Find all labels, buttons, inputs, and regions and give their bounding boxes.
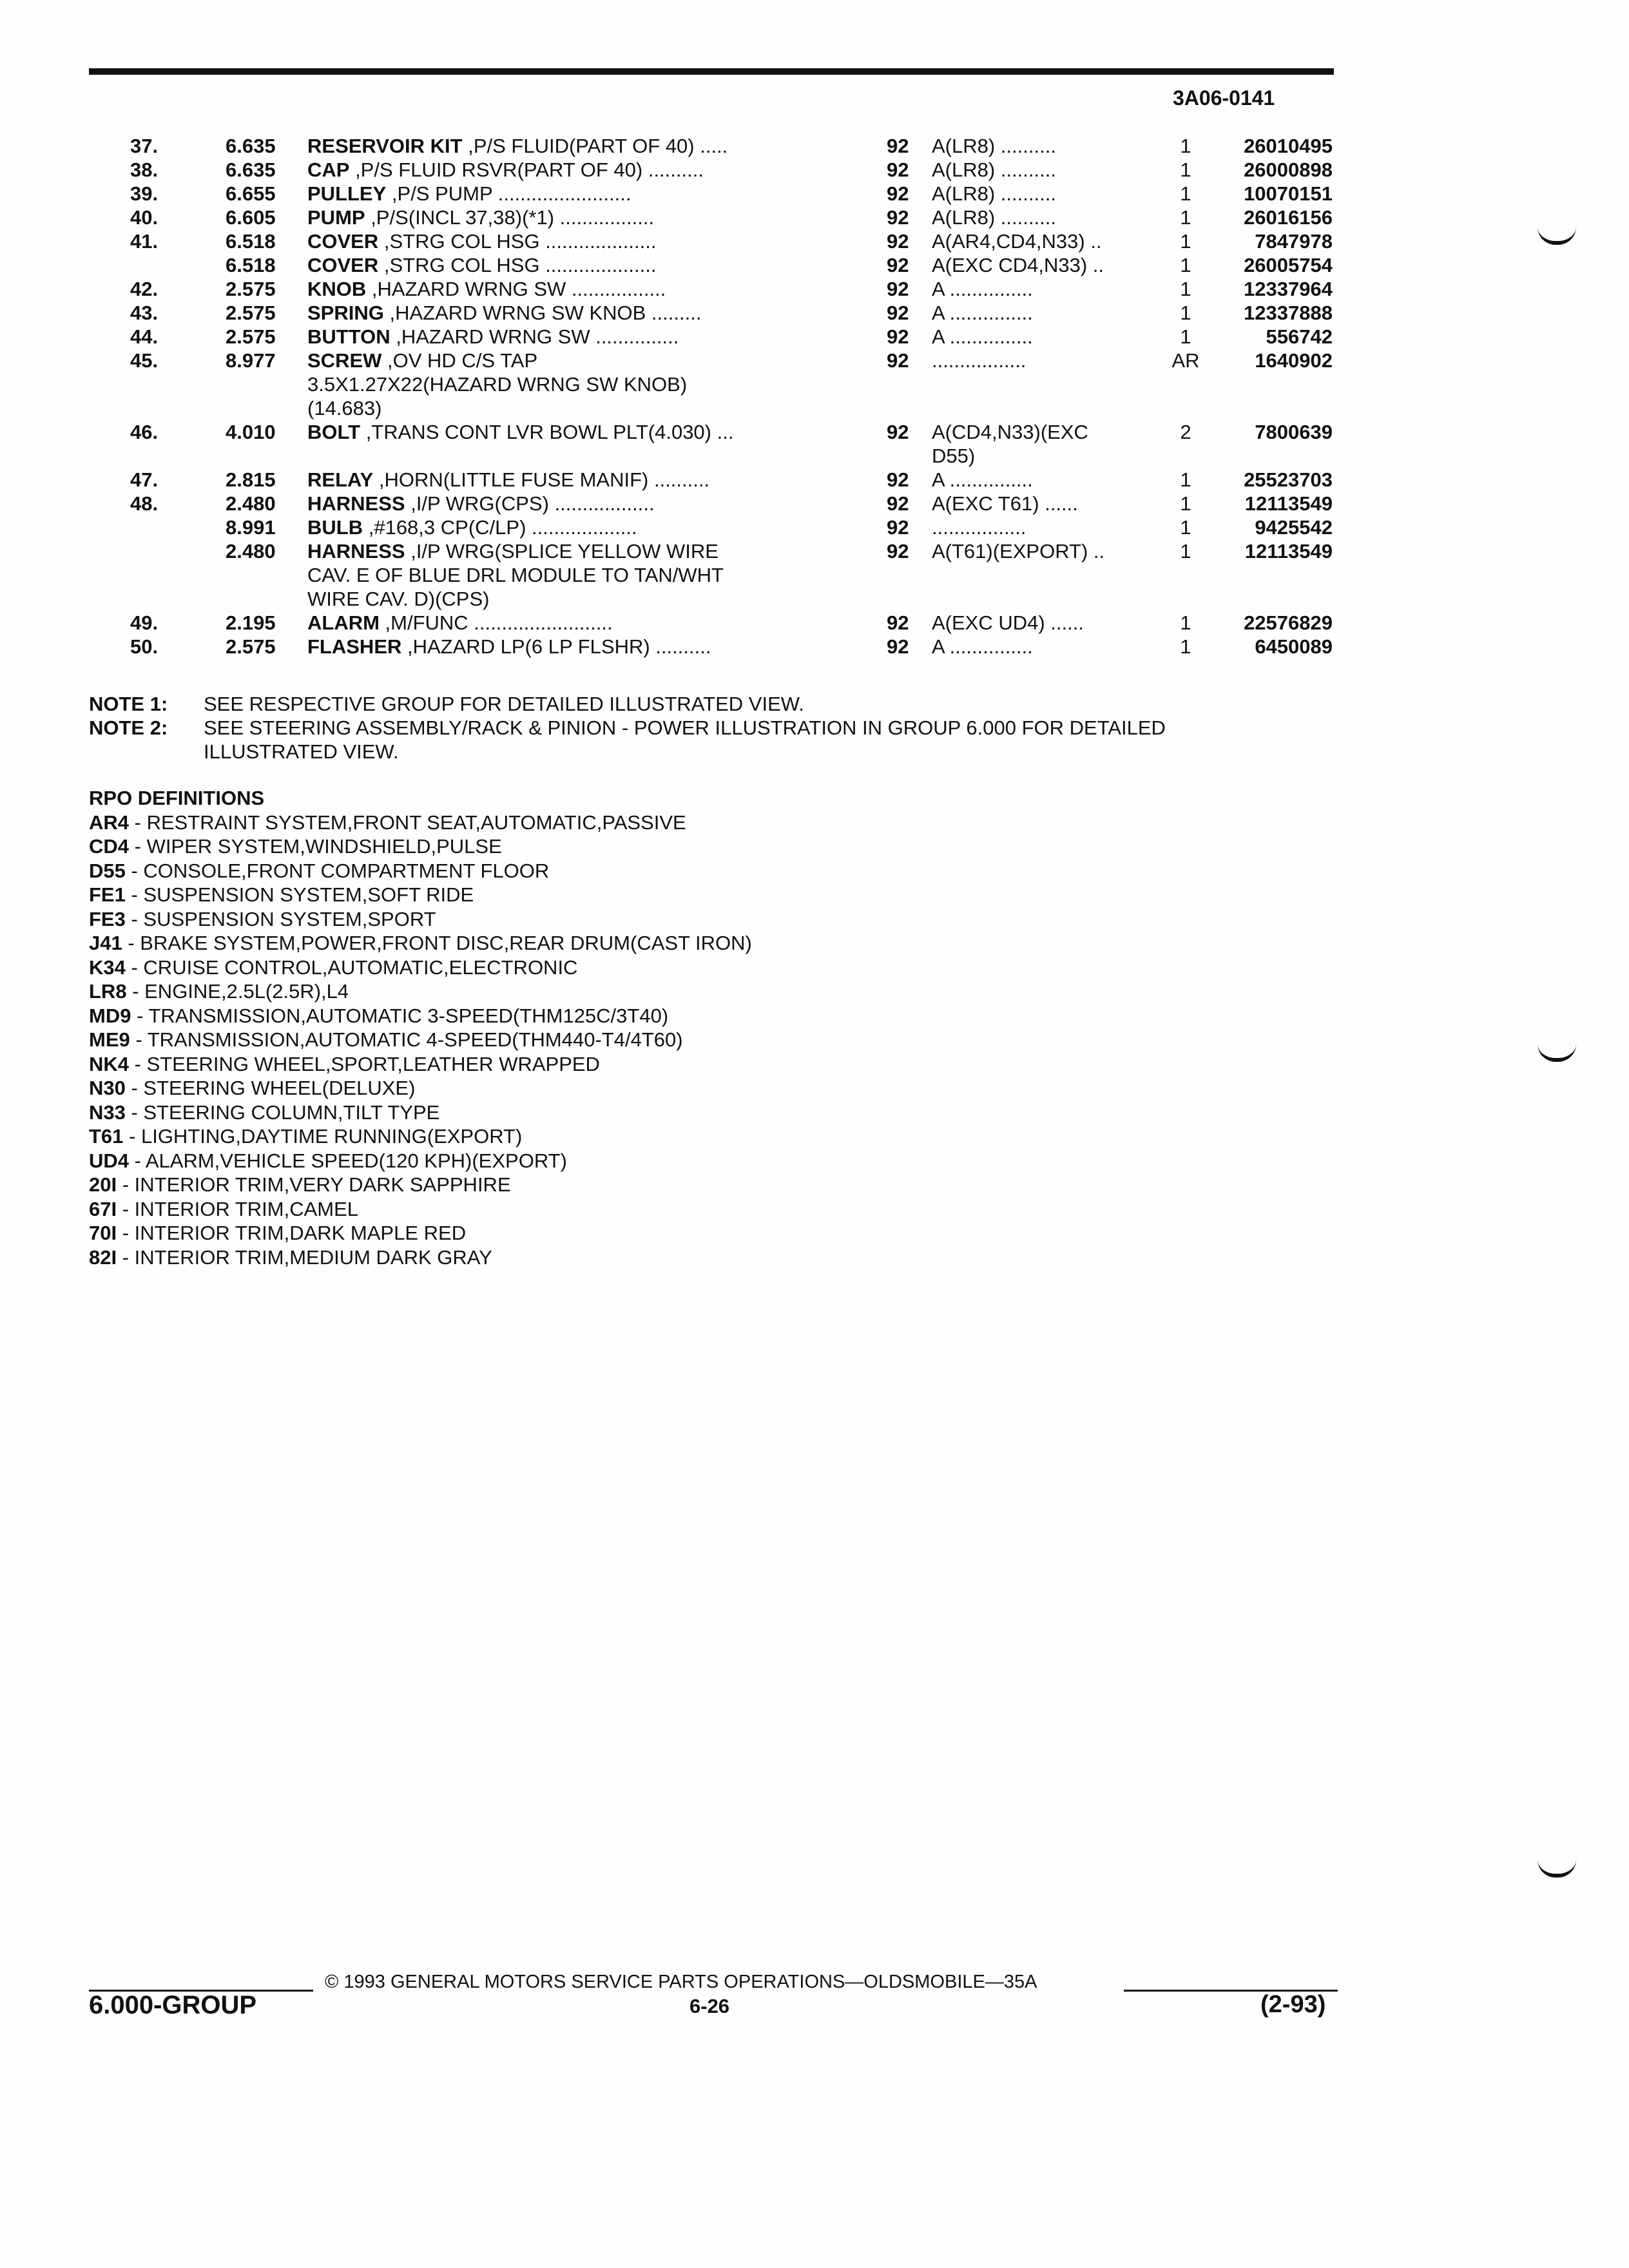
rpo-description: - ALARM,VEHICLE SPEED(120 KPH)(EXPORT)	[129, 1149, 567, 1172]
parts-list	[0, 134, 1629, 658]
note-text: ILLUSTRATED VIEW.	[204, 740, 399, 763]
parts-row	[0, 611, 1629, 635]
part-number: 25523703	[1244, 468, 1333, 491]
part-detail: ,P/S FLUID RSVR(PART OF 40) ..........	[349, 159, 704, 181]
rpo-item	[89, 811, 752, 835]
rpo-description: - INTERIOR TRIM,MEDIUM DARK GRAY	[117, 1245, 492, 1269]
parts-row	[0, 492, 1629, 515]
rpo-description: - TRANSMISSION,AUTOMATIC 4-SPEED(THM440-T4/4T60)	[130, 1028, 683, 1051]
part-detail: ,HAZARD LP(6 LP FLSHR) ..........	[401, 635, 711, 658]
part-description	[307, 349, 836, 372]
part-detail: ,HAZARD WRNG SW KNOB .........	[383, 302, 702, 324]
part-detail: ,STRG COL HSG ....................	[378, 254, 657, 276]
rpo-definitions	[89, 786, 752, 1269]
model-year: 92	[887, 540, 909, 562]
part-number: 12337964	[1244, 278, 1333, 300]
quantity: 1	[1180, 468, 1191, 491]
part-name: CAP	[307, 159, 350, 181]
parts-row	[0, 206, 1629, 229]
rpo-code: NK4	[89, 1052, 130, 1075]
parts-row	[0, 635, 1629, 658]
model-code: A(EXC CD4,N33) ..	[932, 254, 1104, 276]
model-year: 92	[887, 468, 909, 491]
model-year: 92	[887, 278, 909, 300]
rpo-description: - INTERIOR TRIM,VERY DARK SAPPHIRE	[117, 1173, 511, 1196]
part-number: 26005754	[1244, 254, 1333, 276]
quantity: 1	[1180, 516, 1191, 539]
rpo-description: - STEERING WHEEL,SPORT,LEATHER WRAPPED	[129, 1052, 600, 1075]
rpo-item	[89, 1149, 752, 1173]
parts-row	[0, 253, 1629, 277]
rpo-code: LR8	[89, 980, 127, 1003]
group-number: 6.635	[226, 135, 276, 157]
quantity: 1	[1180, 278, 1191, 300]
rpo-description: - INTERIOR TRIM,CAMEL	[117, 1197, 359, 1220]
model-code: A ...............	[932, 325, 1033, 348]
model-code: A ...............	[932, 278, 1033, 300]
rpo-code: N33	[89, 1100, 126, 1124]
rpo-description: - SUSPENSION SYSTEM,SPORT	[125, 907, 436, 930]
document-id: 3A06-0141	[1173, 86, 1275, 110]
part-detail: ,OV HD C/S TAP	[381, 349, 538, 372]
part-description	[307, 587, 836, 611]
rpo-item	[89, 1052, 752, 1077]
group-number: 2.575	[226, 635, 276, 658]
part-name: COVER	[307, 230, 379, 253]
part-number: 22576829	[1244, 611, 1333, 634]
quantity: 1	[1180, 635, 1191, 658]
part-name: SCREW	[307, 349, 382, 372]
part-number: 26010495	[1244, 135, 1333, 157]
part-name: HARNESS	[307, 540, 405, 562]
rpo-description: - SUSPENSION SYSTEM,SOFT RIDE	[125, 883, 474, 906]
rpo-code: FE1	[89, 883, 126, 906]
parts-row	[0, 277, 1629, 301]
binder-punch-mark	[1537, 1044, 1576, 1062]
part-detail: ,M/FUNC .........................	[379, 611, 613, 634]
model-code: A(LR8) ..........	[932, 159, 1056, 181]
footer-group: 6.000-GROUP	[89, 1991, 257, 2019]
parts-row	[0, 396, 1629, 420]
part-name: RESERVOIR KIT	[307, 135, 463, 157]
model-year: 92	[887, 302, 909, 324]
model-year: 92	[887, 492, 909, 515]
part-description	[307, 134, 836, 158]
rpo-description: - CONSOLE,FRONT COMPARTMENT FLOOR	[125, 859, 550, 882]
footer-date: (2-93)	[1260, 1991, 1326, 2018]
parts-row	[0, 325, 1629, 349]
group-number: 6.518	[226, 230, 276, 253]
part-detail: ,#168,3 CP(C/LP) ...................	[363, 516, 637, 539]
footer-copyright: © 1993 GENERAL MOTORS SERVICE PARTS OPERATIONS—OLDSMOBILE—35A	[325, 1972, 1037, 1992]
rpo-item	[89, 1100, 752, 1125]
parts-row	[0, 539, 1629, 563]
model-year: 92	[887, 635, 909, 658]
rpo-code: MD9	[89, 1004, 131, 1027]
rpo-description: - STEERING COLUMN,TILT TYPE	[125, 1100, 440, 1124]
quantity: 1	[1180, 230, 1191, 253]
rpo-code: 70I	[89, 1222, 117, 1244]
quantity: 1	[1180, 159, 1191, 181]
group-number: 6.635	[226, 159, 276, 181]
quantity: 1	[1180, 254, 1191, 276]
part-description	[307, 635, 836, 658]
rpo-item	[89, 956, 752, 980]
group-number: 2.480	[226, 540, 276, 562]
parts-row	[0, 563, 1629, 587]
part-description	[307, 206, 836, 229]
rpo-code: T61	[89, 1125, 124, 1148]
part-name: PUMP	[307, 206, 365, 229]
rpo-code: ME9	[89, 1028, 130, 1051]
model-code: A(LR8) ..........	[932, 206, 1056, 229]
part-detail: ,HAZARD WRNG SW .................	[366, 278, 666, 300]
rpo-code: J41	[89, 932, 122, 954]
part-detail: WIRE CAV. D)(CPS)	[307, 588, 490, 610]
part-number: 7847978	[1255, 230, 1333, 253]
rpo-code: N30	[89, 1077, 126, 1099]
rpo-title: RPO DEFINITIONS	[89, 787, 265, 809]
part-name: ALARM	[307, 611, 380, 634]
rpo-item	[89, 1004, 752, 1028]
group-number: 4.010	[226, 421, 276, 443]
rpo-item	[89, 1173, 752, 1197]
group-number: 6.518	[226, 254, 276, 276]
model-code: A(EXC T61) ......	[932, 492, 1078, 515]
part-name: COVER	[307, 254, 379, 276]
rpo-description: - WIPER SYSTEM,WINDSHIELD,PULSE	[129, 835, 502, 858]
model-code: A(AR4,CD4,N33) ..	[932, 230, 1102, 253]
part-description	[307, 611, 836, 635]
model-code: A(EXC UD4) ......	[932, 611, 1084, 634]
note-label: NOTE 1:	[89, 693, 168, 715]
part-description	[307, 182, 836, 206]
part-number: 12113549	[1244, 540, 1333, 562]
group-number: 2.195	[226, 611, 276, 634]
item-number: 44.	[130, 325, 159, 348]
model-code: A(CD4,N33)(EXC	[932, 421, 1088, 443]
part-detail: ,STRG COL HSG ....................	[378, 230, 657, 253]
model-year: 92	[887, 159, 909, 181]
item-number: 39.	[130, 182, 159, 205]
part-name: BULB	[307, 516, 363, 539]
quantity: 1	[1180, 540, 1191, 562]
rpo-code: 67I	[89, 1197, 117, 1220]
model-code: A ...............	[932, 635, 1033, 658]
parts-row	[0, 444, 1629, 468]
model-code: A ...............	[932, 468, 1033, 491]
parts-row	[0, 301, 1629, 325]
group-number: 2.575	[226, 302, 276, 324]
part-description	[307, 301, 836, 325]
header-rule	[89, 68, 1334, 75]
item-number: 46.	[130, 421, 159, 443]
part-description	[307, 253, 836, 277]
group-number: 8.991	[226, 516, 276, 539]
quantity: 1	[1180, 492, 1191, 515]
part-description	[307, 563, 836, 587]
part-name: HARNESS	[307, 492, 405, 515]
model-year: 92	[887, 135, 909, 157]
rpo-code: 20I	[89, 1173, 117, 1196]
model-year: 92	[887, 516, 909, 539]
rpo-description: - RESTRAINT SYSTEM,FRONT SEAT,AUTOMATIC,PASSIVE	[129, 811, 686, 834]
rpo-description: - STEERING WHEEL(DELUXE)	[125, 1077, 416, 1099]
rpo-item	[89, 907, 752, 932]
rpo-code: D55	[89, 859, 126, 882]
item-number: 50.	[130, 635, 159, 658]
quantity: 1	[1180, 302, 1191, 324]
model-code: D55)	[932, 445, 976, 467]
quantity: 1	[1180, 182, 1191, 205]
rpo-code: CD4	[89, 835, 130, 858]
rpo-item	[89, 1245, 752, 1270]
group-number: 6.655	[226, 182, 276, 205]
part-number: 1640902	[1255, 349, 1333, 372]
item-number: 49.	[130, 611, 159, 634]
group-number: 8.977	[226, 349, 276, 372]
parts-row	[0, 158, 1629, 182]
part-number: 26016156	[1244, 206, 1333, 229]
parts-row	[0, 349, 1629, 372]
rpo-item	[89, 1221, 752, 1245]
group-number: 2.575	[226, 278, 276, 300]
parts-row	[0, 134, 1629, 158]
part-detail: ,P/S PUMP ........................	[386, 182, 631, 205]
part-description	[307, 325, 836, 349]
rpo-item	[89, 979, 752, 1004]
rpo-item	[89, 834, 752, 859]
part-number: 12337888	[1244, 302, 1333, 324]
model-year: 92	[887, 349, 909, 372]
model-code: A(LR8) ..........	[932, 182, 1056, 205]
quantity: 2	[1180, 421, 1191, 443]
rpo-description: - TRANSMISSION,AUTOMATIC 3-SPEED(THM125C/3T40)	[131, 1004, 669, 1027]
quantity: 1	[1180, 325, 1191, 348]
item-number: 41.	[130, 230, 159, 253]
rpo-description: - CRUISE CONTROL,AUTOMATIC,ELECTRONIC	[125, 956, 578, 979]
item-number: 47.	[130, 468, 159, 491]
item-number: 48.	[130, 492, 159, 515]
parts-row	[0, 372, 1629, 396]
model-year: 92	[887, 254, 909, 276]
part-name: BOLT	[307, 421, 361, 443]
note-text: SEE STEERING ASSEMBLY/RACK & PINION - POWER ILLUSTRATION IN GROUP 6.000 FOR DETAILED	[204, 716, 1166, 739]
part-name: FLASHER	[307, 635, 402, 658]
model-code: .................	[932, 349, 1027, 372]
rpo-item	[89, 1197, 752, 1222]
parts-row	[0, 515, 1629, 539]
part-detail: ,I/P WRG(SPLICE YELLOW WIRE	[405, 540, 718, 562]
part-description	[307, 515, 836, 539]
footer-page-number: 6-26	[689, 1995, 730, 2017]
part-number: 6450089	[1255, 635, 1333, 658]
parts-row	[0, 229, 1629, 253]
quantity: 1	[1180, 206, 1191, 229]
model-code: A ...............	[932, 302, 1033, 324]
item-number: 40.	[130, 206, 159, 229]
item-number: 43.	[130, 302, 159, 324]
item-number: 38.	[130, 159, 159, 181]
rpo-description: - INTERIOR TRIM,DARK MAPLE RED	[117, 1222, 467, 1244]
rpo-item	[89, 931, 752, 956]
rpo-list	[89, 811, 752, 1270]
rpo-item	[89, 883, 752, 907]
group-number: 2.815	[226, 468, 276, 491]
part-name: KNOB	[307, 278, 367, 300]
part-number: 9425542	[1255, 516, 1333, 539]
part-name: SPRING	[307, 302, 384, 324]
part-detail: ,HAZARD WRNG SW ...............	[390, 325, 679, 348]
part-description	[307, 492, 836, 515]
part-description	[307, 229, 836, 253]
part-detail: 3.5X1.27X22(HAZARD WRNG SW KNOB)	[307, 373, 688, 396]
model-year: 92	[887, 611, 909, 634]
rpo-description: - ENGINE,2.5L(2.5R),L4	[126, 980, 349, 1003]
rpo-description: - LIGHTING,DAYTIME RUNNING(EXPORT)	[123, 1125, 523, 1148]
part-detail: (14.683)	[307, 397, 382, 419]
model-code: .................	[932, 516, 1027, 539]
model-year: 92	[887, 325, 909, 348]
rpo-item	[89, 1124, 752, 1149]
part-detail: ,P/S(INCL 37,38)(*1) .................	[365, 206, 655, 229]
part-detail: CAV. E OF BLUE DRL MODULE TO TAN/WHT	[307, 564, 724, 586]
quantity: AR	[1171, 349, 1200, 372]
part-number: 7800639	[1255, 421, 1333, 443]
part-number: 556742	[1266, 325, 1333, 348]
group-number: 2.575	[226, 325, 276, 348]
rpo-item	[89, 1076, 752, 1100]
part-description	[307, 420, 836, 444]
rpo-code: UD4	[89, 1149, 130, 1172]
model-year: 92	[887, 421, 909, 443]
part-description	[307, 396, 836, 420]
quantity: 1	[1180, 135, 1191, 157]
note-text: SEE RESPECTIVE GROUP FOR DETAILED ILLUSTRATED VIEW.	[204, 693, 804, 715]
rpo-item	[89, 859, 752, 883]
part-number: 12113549	[1244, 492, 1333, 515]
item-number: 45.	[130, 349, 159, 372]
part-name: RELAY	[307, 468, 374, 491]
item-number: 42.	[130, 278, 159, 300]
model-year: 92	[887, 206, 909, 229]
part-description	[307, 372, 836, 396]
rpo-description: - BRAKE SYSTEM,POWER,FRONT DISC,REAR DRUM(CAST IRON)	[122, 932, 752, 954]
group-number: 2.480	[226, 492, 276, 515]
part-description	[307, 158, 836, 182]
parts-row	[0, 468, 1629, 492]
part-number: 10070151	[1244, 182, 1333, 205]
rpo-code: 82I	[89, 1245, 117, 1269]
item-number: 37.	[130, 135, 159, 157]
part-description	[307, 468, 836, 492]
part-description	[307, 539, 836, 563]
model-code: A(LR8) ..........	[932, 135, 1056, 157]
model-year: 92	[887, 230, 909, 253]
part-description	[307, 277, 836, 301]
part-number: 26000898	[1244, 159, 1333, 181]
part-detail: ,TRANS CONT LVR BOWL PLT(4.030) ...	[360, 421, 734, 443]
part-name: BUTTON	[307, 325, 390, 348]
part-detail: ,P/S FLUID(PART OF 40) .....	[462, 135, 728, 157]
rpo-code: FE3	[89, 907, 126, 930]
parts-row	[0, 587, 1629, 611]
model-year: 92	[887, 182, 909, 205]
rpo-code: K34	[89, 956, 126, 979]
rpo-item	[89, 1028, 752, 1052]
part-detail: ,I/P WRG(CPS) ..................	[405, 492, 655, 515]
model-code: A(T61)(EXPORT) ..	[932, 540, 1105, 562]
note-label: NOTE 2:	[89, 716, 168, 739]
rpo-code: AR4	[89, 811, 130, 834]
binder-punch-mark	[1537, 1860, 1576, 1878]
group-number: 6.605	[226, 206, 276, 229]
quantity: 1	[1180, 611, 1191, 634]
parts-row	[0, 420, 1629, 444]
parts-row	[0, 182, 1629, 206]
part-name: PULLEY	[307, 182, 387, 205]
part-detail: ,HORN(LITTLE FUSE MANIF) ..........	[373, 468, 710, 491]
